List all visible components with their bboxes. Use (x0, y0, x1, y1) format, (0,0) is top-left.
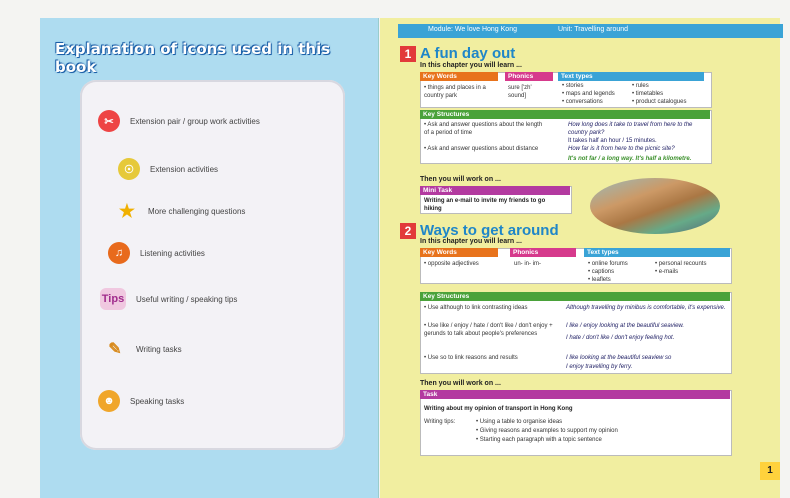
key-structures-header: Key Structures (420, 110, 710, 119)
module-header-bar (398, 24, 783, 38)
legend-label: Extension activities (150, 164, 219, 174)
chapter-title: Ways to get around (420, 222, 559, 239)
headphones-icon: ♫ (108, 242, 130, 264)
mini-task-text: Writing an e-mail to invite my friends to go hiking (424, 198, 546, 212)
structure-example: I hate / don't like / don't enjoy feeling hot. (566, 335, 675, 341)
structure-example: How far is it from here to the picnic site? (568, 146, 675, 152)
street-photo (590, 178, 720, 234)
phonics-header: Phonics (510, 248, 576, 257)
chapter-number: 1 (400, 46, 416, 62)
legend-label: Listening activities (140, 248, 205, 258)
text-types-col1: • online forums • captions • leaflets (588, 261, 628, 283)
writing-tip: • Giving reasons and examples to support my opinion (476, 428, 618, 434)
page-title: Explanation of icons used in this book (55, 40, 331, 76)
text-types-col2: • personal recounts • e-mails (655, 261, 707, 275)
chapter-1-heading (400, 45, 515, 62)
learn-intro: In this chapter you will learn ... (420, 62, 522, 69)
task-header: Task (420, 390, 730, 399)
task-text: Writing about my opinion of transport in Hong Kong (424, 406, 573, 412)
writing-tip: • Using a table to organise ideas (476, 419, 563, 425)
structure-example: I like / enjoy looking at the beautiful seaview. (566, 323, 685, 329)
then-work-on: Then you will work on ... (420, 176, 501, 183)
key-structures-header: Key Structures (420, 292, 730, 301)
structure-text: • Use so to link reasons and results (424, 355, 518, 361)
icon-legend-panel (80, 80, 345, 450)
key-words-text: • opposite adjectives (424, 261, 479, 267)
writing-tips-label: Writing tips: (424, 419, 456, 425)
legend-item (116, 200, 245, 222)
mini-task-header: Mini Task (420, 186, 570, 195)
legend-item (104, 338, 182, 360)
page-number: 1 (760, 462, 780, 480)
legend-label: Extension pair / group work activities (130, 116, 260, 126)
text-types-col1: • stories • maps and legends • conversations (562, 83, 615, 105)
legend-item (108, 242, 205, 264)
structure-example: It takes half an hour / 15 minutes. (568, 138, 657, 144)
chapter-title: A fun day out (420, 45, 516, 62)
structure-example: I enjoy travelling by ferry. (566, 364, 633, 370)
module-label: Module: We love Hong Kong (428, 26, 517, 33)
key-words-header: Key Words (420, 72, 498, 81)
learn-intro: In this chapter you will learn ... (420, 238, 522, 245)
key-words-text: • things and places in a country park (424, 85, 486, 99)
legend-label: Speaking tasks (130, 396, 185, 406)
legend-item (98, 390, 184, 412)
structure-text: • Use like / enjoy / hate / don't like / don't enjoy + gerunds to talk about people's preferences (424, 323, 553, 337)
text-types-header: Text types (558, 72, 704, 81)
legend-label: More challenging questions (148, 206, 246, 216)
phonics-text: sure ['zh' sound] (508, 85, 532, 99)
structure-example: It's not far / a long way. It's half a kilometre. (568, 156, 692, 162)
phonics-text: un- in- im- (514, 261, 542, 267)
speaking-icon: ☻ (98, 390, 120, 412)
structure-text: • Use although to link contrasting ideas (424, 305, 528, 311)
pair-work-icon: ✂ (98, 110, 120, 132)
chapter-number: 2 (400, 223, 416, 239)
structure-example: I like looking at the beautiful seaview so (566, 355, 672, 361)
text-types-header: Text types (584, 248, 730, 257)
text-types-col2: • rules • timetables • product catalogues (632, 83, 687, 105)
legend-label: Useful writing / speaking tips (136, 294, 238, 304)
structure-example: How long does it take to travel from here to the country park? (568, 122, 693, 136)
legend-label: Writing tasks (136, 344, 182, 354)
unit-label: Unit: Travelling around (558, 26, 629, 33)
key-words-header: Key Words (420, 248, 498, 257)
structure-example: Although travelling by minibus is comfortable, it's expensive. (566, 305, 726, 311)
legend-item (118, 158, 218, 180)
legend-item (100, 288, 237, 310)
star-icon: ★ (118, 200, 136, 221)
chapter-2-heading (400, 222, 559, 239)
legend-item (98, 110, 260, 132)
tips-icon: Tips (100, 288, 126, 310)
writing-tip: • Starting each paragraph with a topic sentence (476, 437, 602, 443)
structure-text: • Ask and answer questions about the length of a period of time (424, 122, 543, 136)
then-work-on: Then you will work on ... (420, 380, 501, 387)
phonics-header: Phonics (505, 72, 553, 81)
structure-text: • Ask and answer questions about distance (424, 146, 539, 152)
extension-icon: ☉ (118, 158, 140, 180)
pencil-icon: ✎ (108, 341, 122, 358)
